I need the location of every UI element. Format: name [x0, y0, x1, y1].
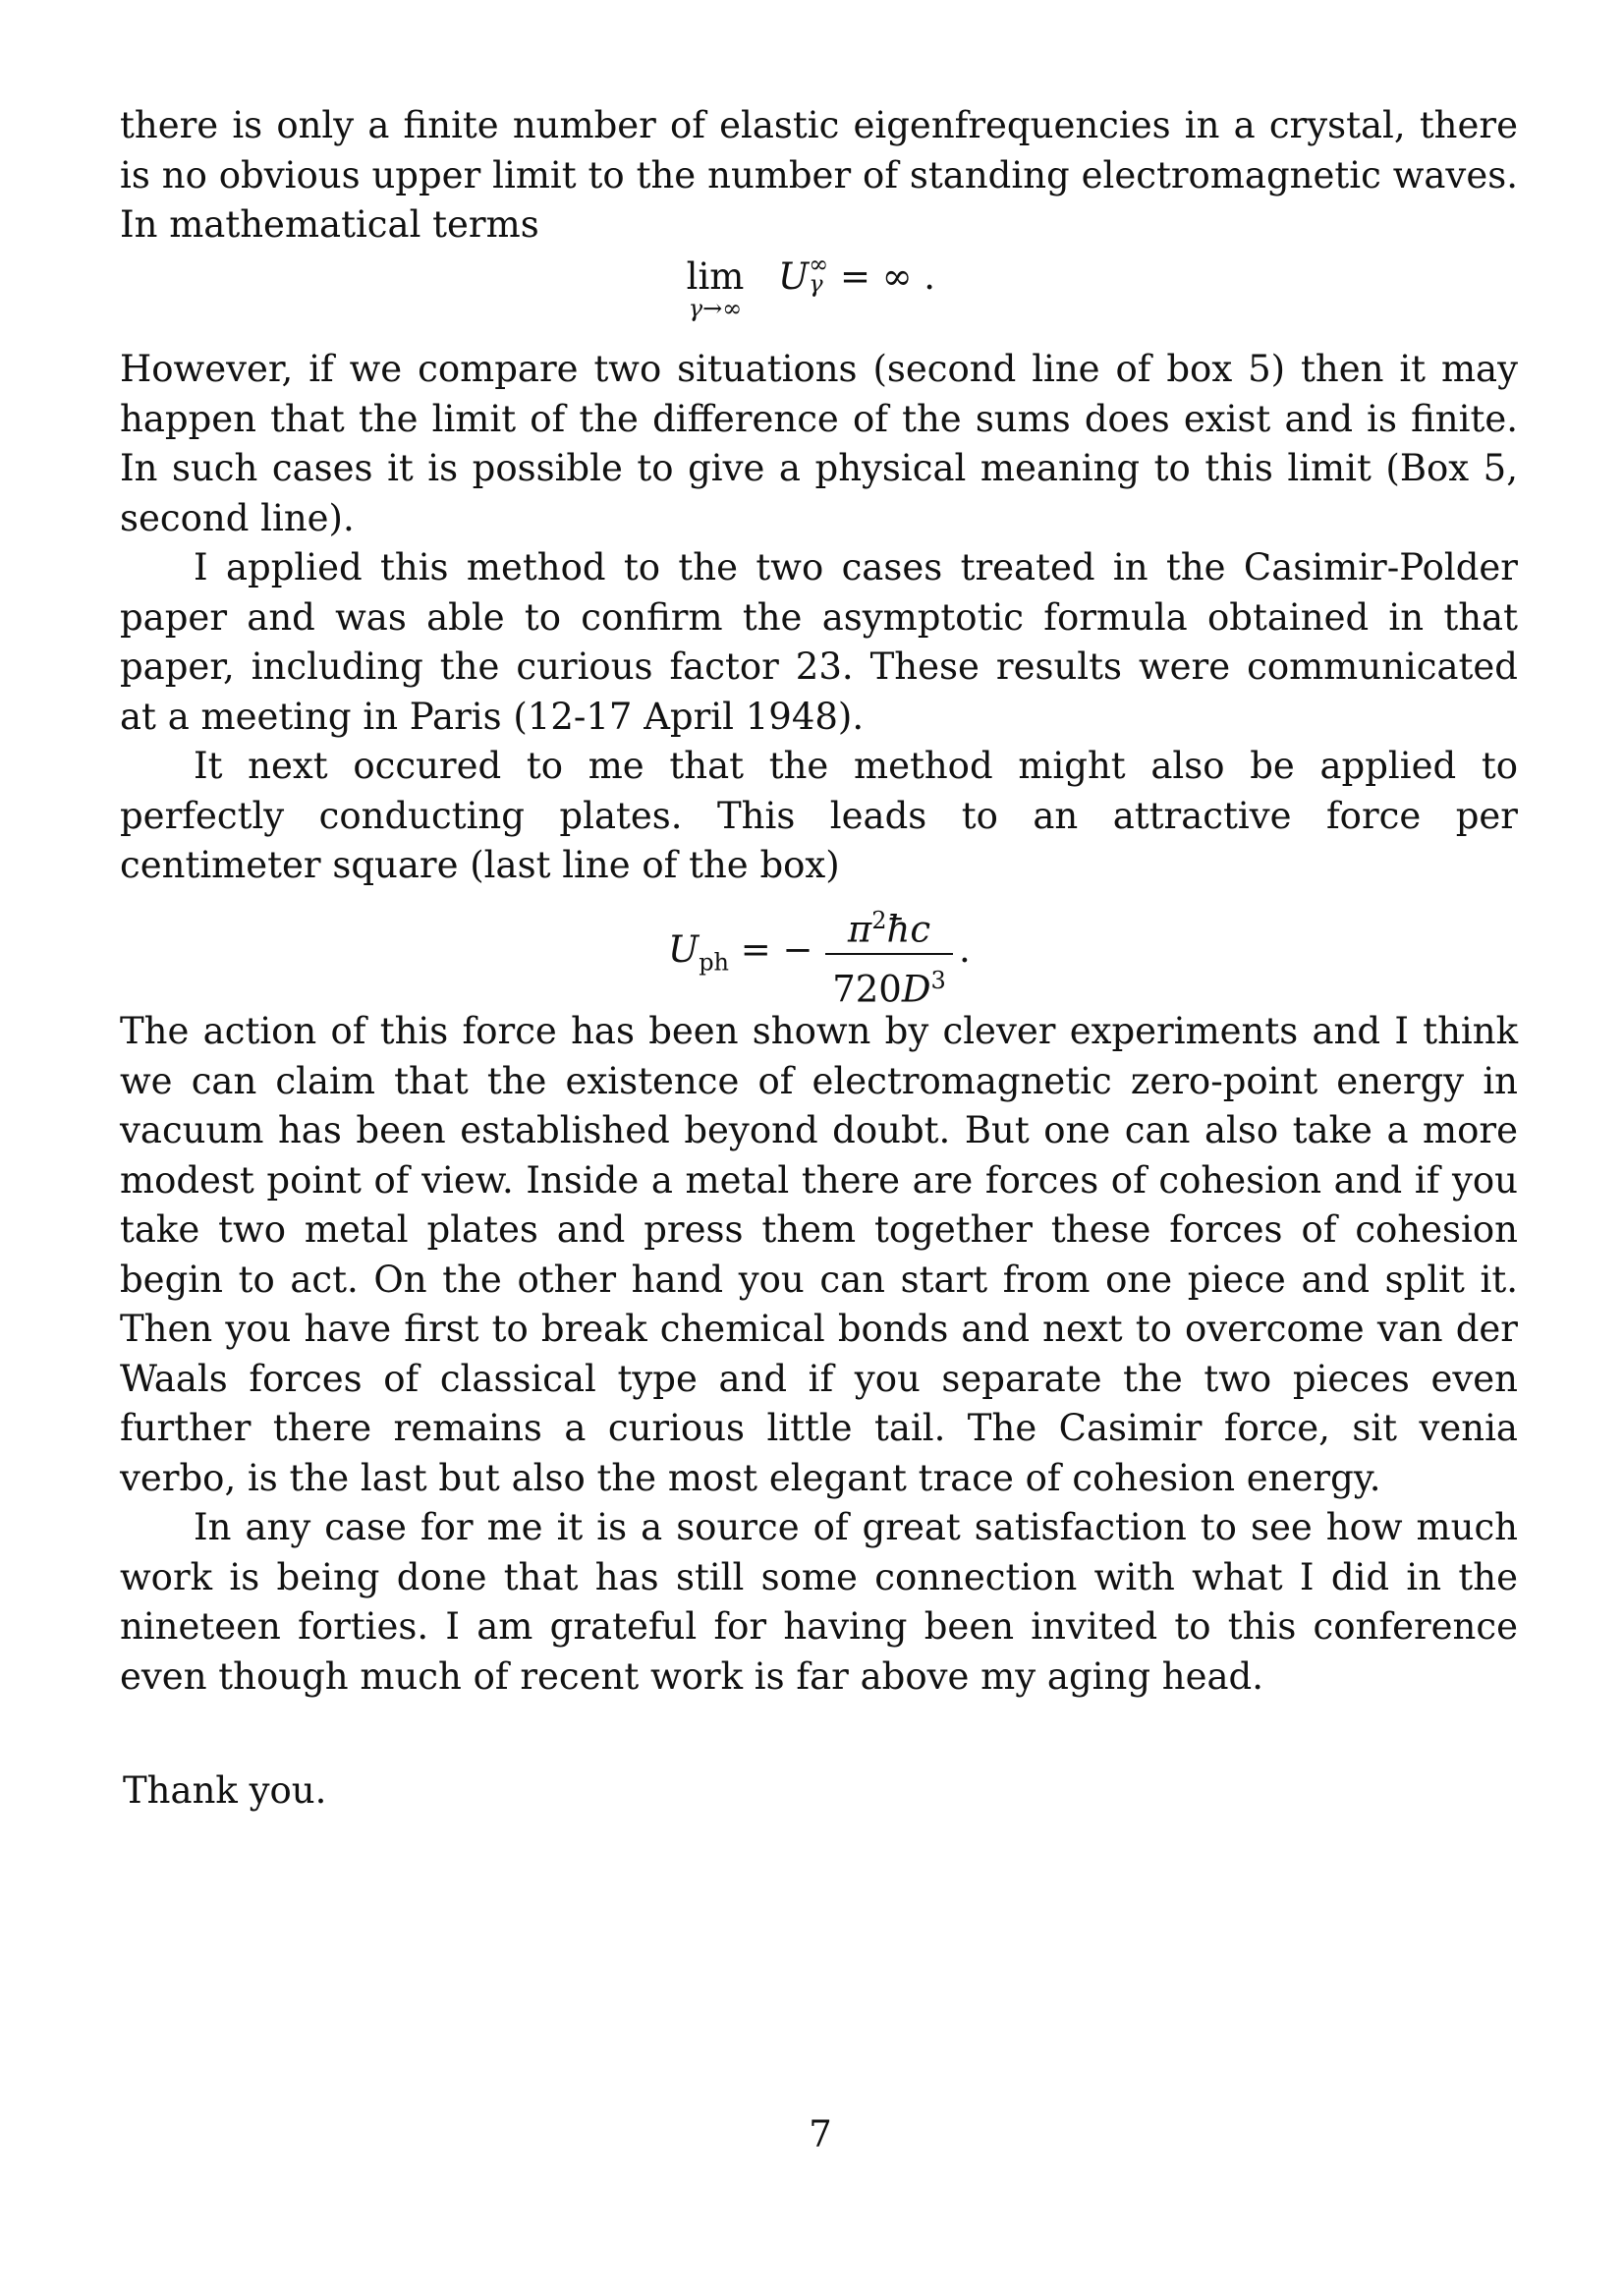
paragraph-5: The action of this force has been shown by clever experiments and I think we can claim that the existence of electromagnetic zero-point energy in vacuum has been established beyond doubt. But one can also take a more modest point of view. Inside a metal there are forces of cohesion and if you take two metal plates and press them together these forces of cohesion begin to act. On the other hand you can start from one piece and split it. Then you have first to break chemical bonds and next to overcome van der Waals forces of classical type and if you separate the two pieces even further there remains a curious little tail. The Casimir force, sit venia verbo, is the last but also the most elegant trace of cohesion energy.: [120, 1010, 1518, 1499]
paragraph-6: In any case for me it is a source of great satisfaction to see how much work is being done that has still some connection with what I did in the nineteen forties. I am grateful for having been invited to this conference even though much of recent work is far above my aging head.: [120, 1506, 1518, 1698]
equation-period: .: [959, 928, 971, 971]
U-subscript: γ: [809, 269, 823, 298]
body-text-middle: [120, 345, 1518, 891]
hbar-c: ħc: [886, 908, 931, 951]
fraction: [825, 899, 953, 1012]
closing-line: Thank you.: [123, 1769, 327, 1812]
U-symbol: U: [778, 255, 810, 298]
equals-minus: = −: [740, 928, 813, 971]
D-symbol: D: [901, 968, 931, 1011]
paragraph-2: However, if we compare two situations (second line of box 5) then it may happen that the limit of the difference of the sums does exist and is finite. In such cases it is possible to give a physical meaning to this limit (Box 5, second line).: [120, 348, 1518, 539]
paragraph-3: I applied this method to the two cases treated in the Casimir-Polder paper and was able to confirm the asymptotic formula obtained in that paper, including the curious factor 23. These results were communicated at a meeting in Paris (12-17 April 1948).: [120, 546, 1518, 738]
U-superscript: ∞: [809, 250, 829, 278]
lim-word: lim: [686, 255, 745, 298]
paragraph-4: It next occured to me that the method might also be applied to perfectly conducting plates. This leads to an attractive force per centimeter square (last line of the box): [120, 745, 1518, 886]
fraction-bar: [825, 953, 953, 955]
pi-exponent: 2: [871, 907, 887, 934]
equation-limit: [639, 250, 992, 322]
U-subscript: ph: [699, 948, 730, 977]
limit-body: [778, 250, 936, 300]
U-symbol: U: [668, 928, 700, 971]
limit-rhs: = ∞ .: [839, 255, 936, 298]
equation-lhs: [668, 930, 813, 981]
body-text-bottom: [120, 1007, 1518, 1702]
limit-operator: [656, 257, 774, 320]
denominator-number: 720: [832, 968, 902, 1011]
paragraph-1: there is only a finite number of elastic eigenfrequencies in a crystal, there is no obvious upper limit to the number of standing electromagnetic waves. In mathematical terms: [120, 104, 1518, 246]
page-number: 7: [809, 2113, 832, 2155]
body-text-top: [120, 101, 1518, 251]
equation-casimir-force: [668, 899, 992, 1011]
denominator: [825, 959, 953, 1011]
lim-subscript: γ→∞: [688, 295, 743, 322]
D-exponent: 3: [930, 967, 946, 995]
numerator: [825, 899, 953, 951]
pi-symbol: π: [847, 908, 872, 951]
